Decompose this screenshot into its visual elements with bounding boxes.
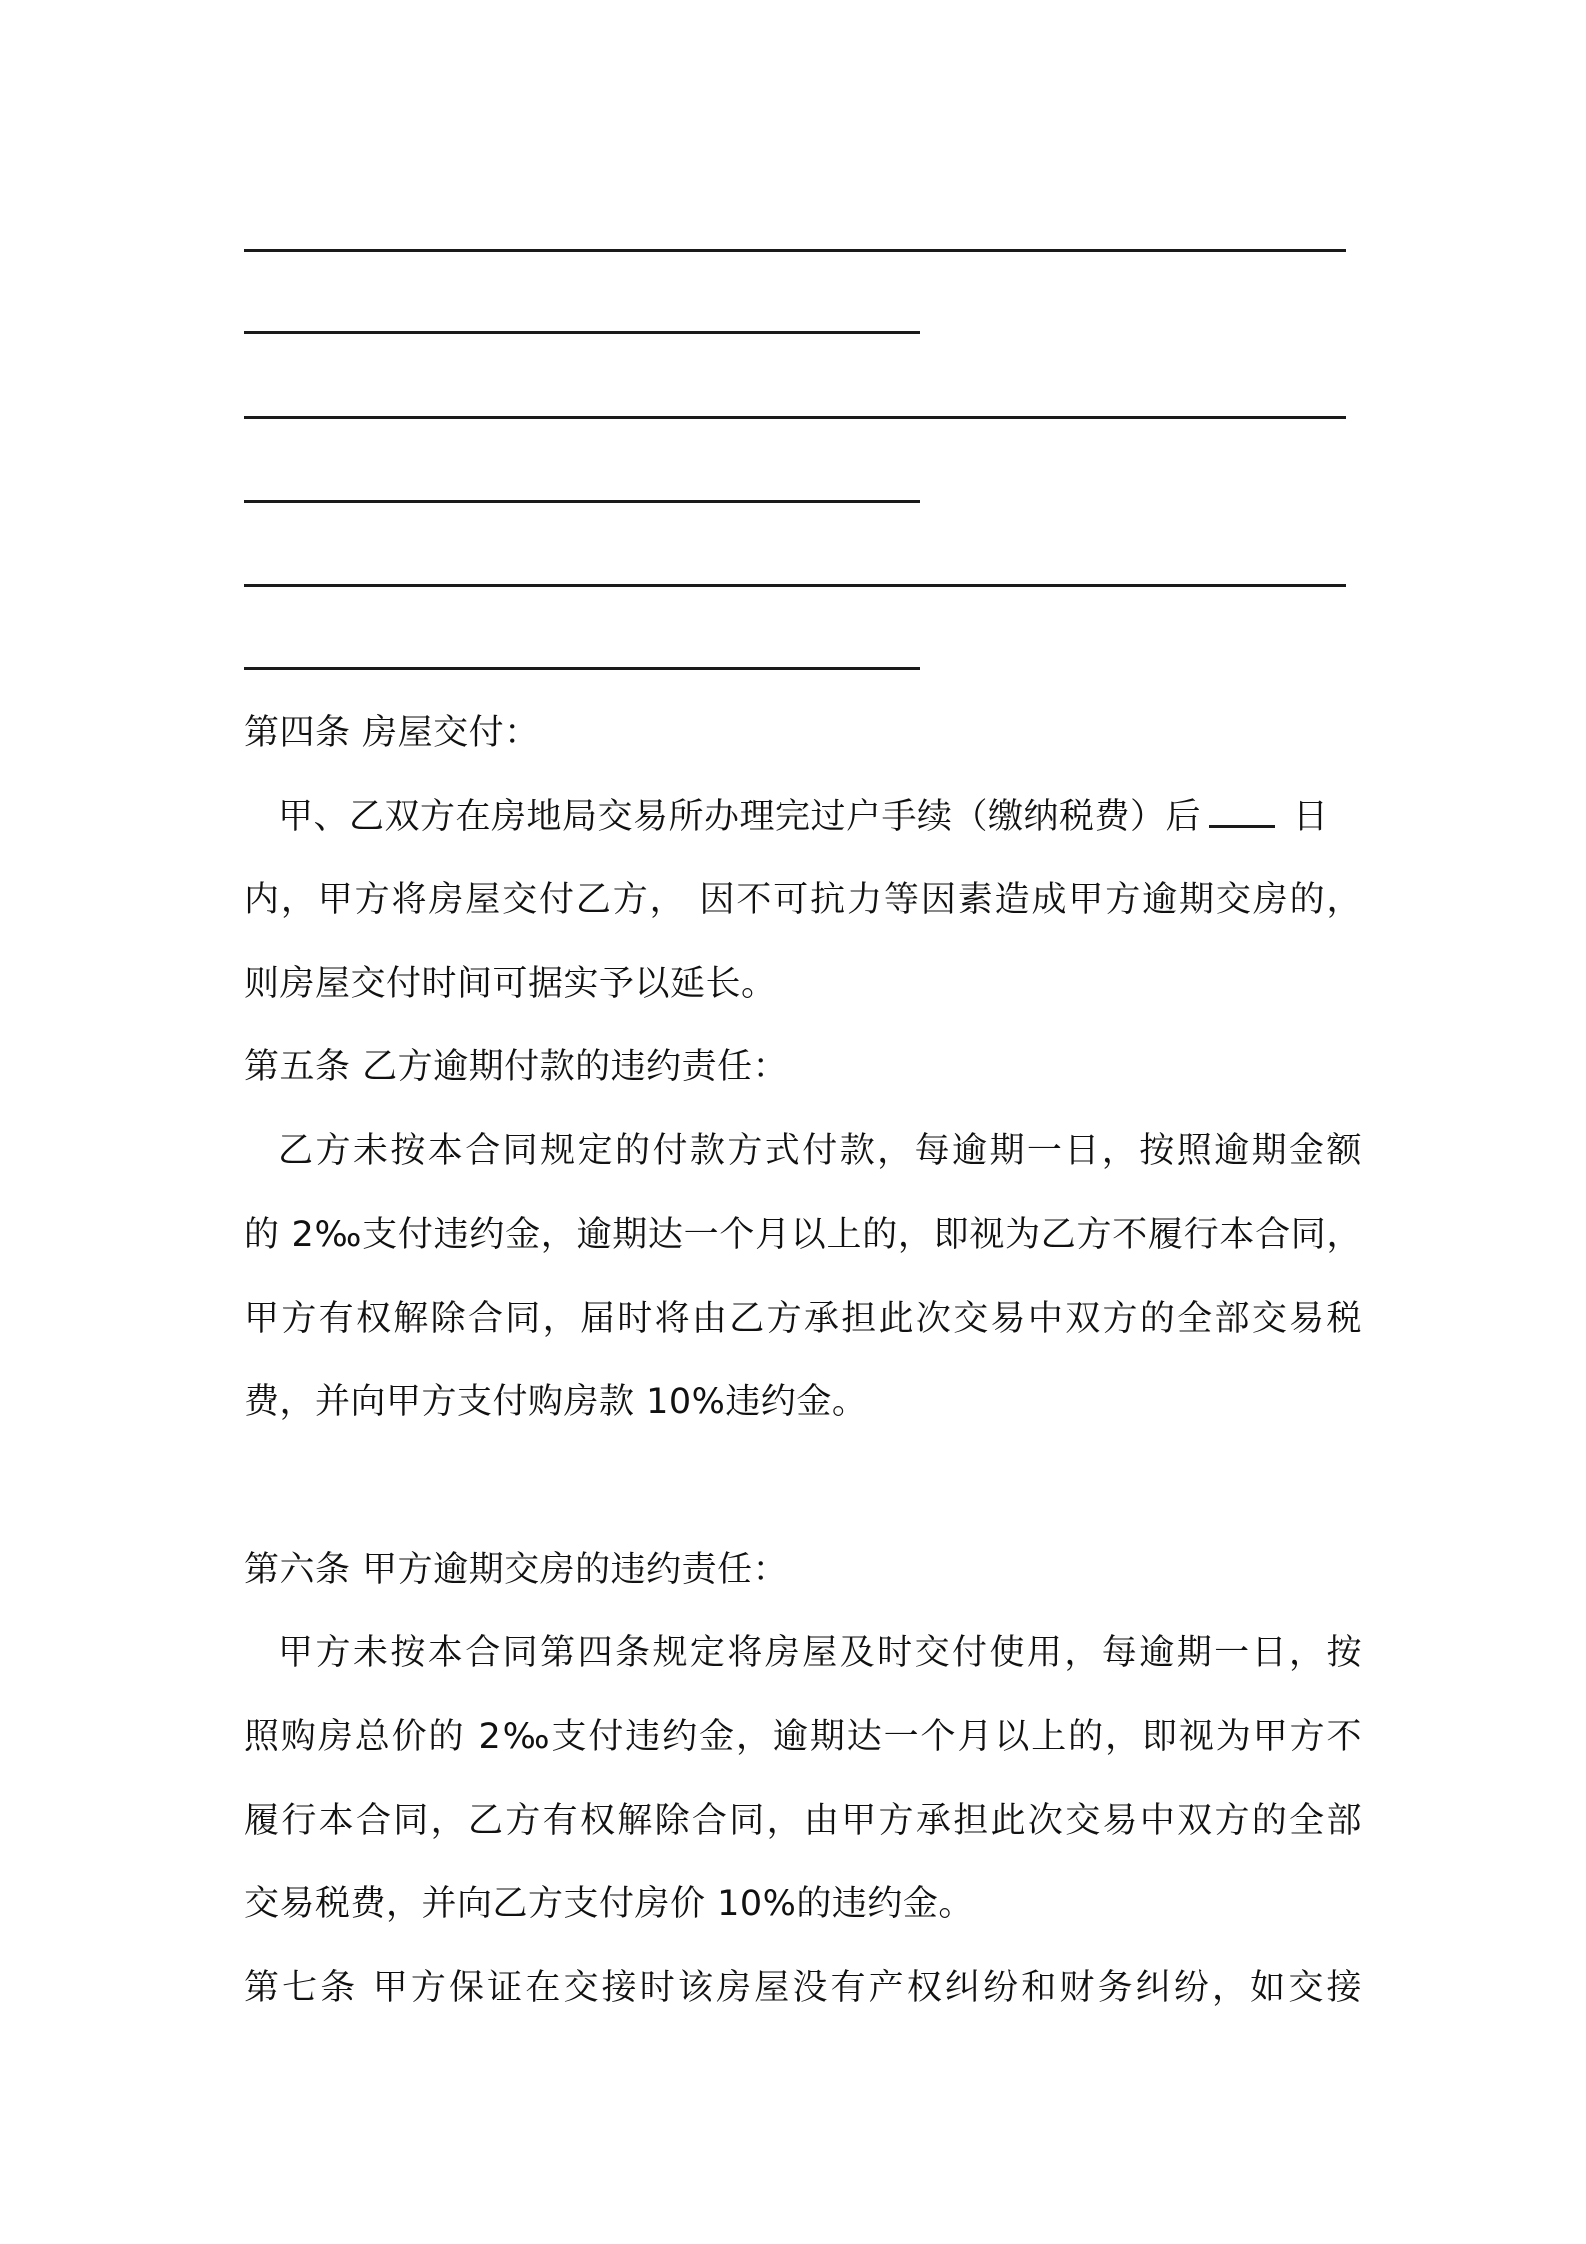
- article-5-paragraph-line-1: 乙方未按本合同规定的付款方式付款，每逾期一日，按照逾期金额: [278, 1131, 1362, 1171]
- fill-in-blank-line[interactable]: [244, 667, 920, 670]
- fill-in-blank-line[interactable]: [244, 331, 920, 334]
- fill-in-blank-line[interactable]: [244, 249, 1346, 252]
- article-4-paragraph-line-3: 则房屋交付时间可据实予以延长。: [244, 964, 777, 1004]
- article-7-line-1: 第七条 甲方保证在交接时该房屋没有产权纠纷和财务纠纷，如交接: [244, 1968, 1362, 2008]
- article-5-paragraph-line-2: 的 2‰支付违约金，逾期达一个月以上的，即视为乙方不履行本合同，: [244, 1215, 1362, 1255]
- article-4-line-1-text: 甲、乙双方在房地局交易所办理完过户手续（缴纳税费）后: [278, 797, 1202, 837]
- days-fill-in-blank[interactable]: [1209, 795, 1275, 828]
- article-6-paragraph-line-3: 履行本合同，乙方有权解除合同，由甲方承担此次交易中双方的全部: [244, 1801, 1362, 1841]
- fill-in-blank-line[interactable]: [244, 500, 920, 503]
- article-6-paragraph-line-4: 交易税费，并向乙方支付房价 10%的违约金。: [244, 1884, 974, 1924]
- fill-in-blank-line[interactable]: [244, 584, 1346, 587]
- article-4-heading: 第四条 房屋交付：: [244, 713, 540, 753]
- article-4-paragraph-line-2: 内，甲方将房屋交付乙方， 因不可抗力等因素造成甲方逾期交房的，: [244, 880, 1362, 920]
- article-6-paragraph-line-1: 甲方未按本合同第四条规定将房屋及时交付使用，每逾期一日，按: [278, 1633, 1362, 1673]
- article-5-heading: 第五条 乙方逾期付款的违约责任：: [244, 1047, 789, 1087]
- article-4-paragraph-line-1: [278, 795, 1329, 839]
- article-6-paragraph-line-2: 照购房总价的 2‰支付违约金，逾期达一个月以上的，即视为甲方不: [244, 1717, 1362, 1757]
- article-5-paragraph-line-4: 费，并向甲方支付购房款 10%违约金。: [244, 1382, 868, 1422]
- article-4-line-1-day-unit: 日: [1293, 797, 1329, 837]
- fill-in-blank-line[interactable]: [244, 416, 1346, 419]
- article-6-heading: 第六条 甲方逾期交房的违约责任：: [244, 1550, 789, 1590]
- article-5-paragraph-line-3: 甲方有权解除合同，届时将由乙方承担此次交易中双方的全部交易税: [244, 1299, 1362, 1339]
